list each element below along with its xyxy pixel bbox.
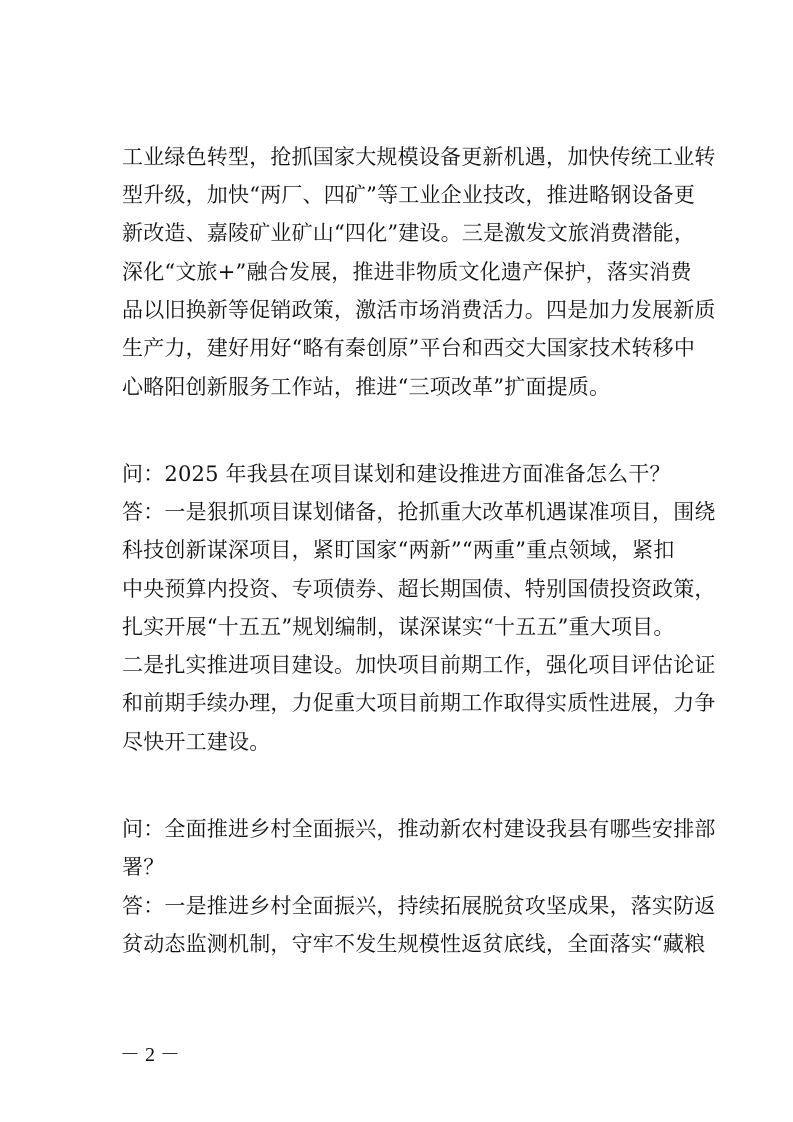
text-line: 生产力，建好用好“略有秦创原”平台和西交大国家技术转移中 — [122, 336, 696, 360]
answer-line: 答：一是推进乡村全面振兴，持续拓展脱贫攻坚成果，落实防返 — [122, 894, 716, 918]
text-line: 品以旧换新等促销政策，激活市场消费活力。四是加力发展新质 — [122, 298, 716, 322]
text-line: 工业绿色转型，抢抓国家大规模设备更新机遇，加快传统工业转 — [122, 145, 716, 169]
answer-line: 二是扎实推进项目建设。加快项目前期工作，强化项目评估论证 — [122, 653, 716, 677]
answer-line: 尽快开工建设。 — [122, 730, 271, 754]
text-line: 新改造、嘉陵矿业矿山“四化”建设。三是激发文旅消费潜能， — [122, 221, 696, 245]
answer-line: 扎实开展“十五五”规划编制，谋深谋实“十五五”重大项目。 — [122, 615, 675, 639]
answer-line: 答：一是狠抓项目谋划储备，抢抓重大改革机遇谋准项目，围绕 — [122, 500, 716, 524]
page-number: － 2 － — [120, 1044, 180, 1066]
answer-line: 科技创新谋深项目，紧盯国家“两新”“两重”重点领域，紧扣 — [122, 538, 675, 562]
answer-line: 和前期手续办理，力促重大项目前期工作取得实质性进展，力争 — [122, 691, 716, 715]
question-line: 署？ — [122, 855, 165, 879]
answer-line: 中央预算内投资、专项债券、超长期国债、特别国债投资政策， — [122, 577, 716, 601]
text-line: 心略阳创新服务工作站，推进“三项改革”扩面提质。 — [122, 375, 611, 399]
question-line: 问：2025 年我县在项目谋划和建设推进方面准备怎么干？ — [122, 462, 671, 486]
text-line: 型升级，加快“两厂、四矿”等工业企业技改，推进略钢设备更 — [122, 183, 696, 207]
text-line: 深化“文旅+”融合发展，推进非物质文化遗产保护，落实消费 — [122, 260, 692, 284]
answer-line: 贫动态监测机制，守牢不发生规模性返贫底线，全面落实“藏粮 — [122, 932, 706, 956]
question-line: 问：全面推进乡村全面振兴，推动新农村建设我县有哪些安排部 — [122, 817, 716, 841]
